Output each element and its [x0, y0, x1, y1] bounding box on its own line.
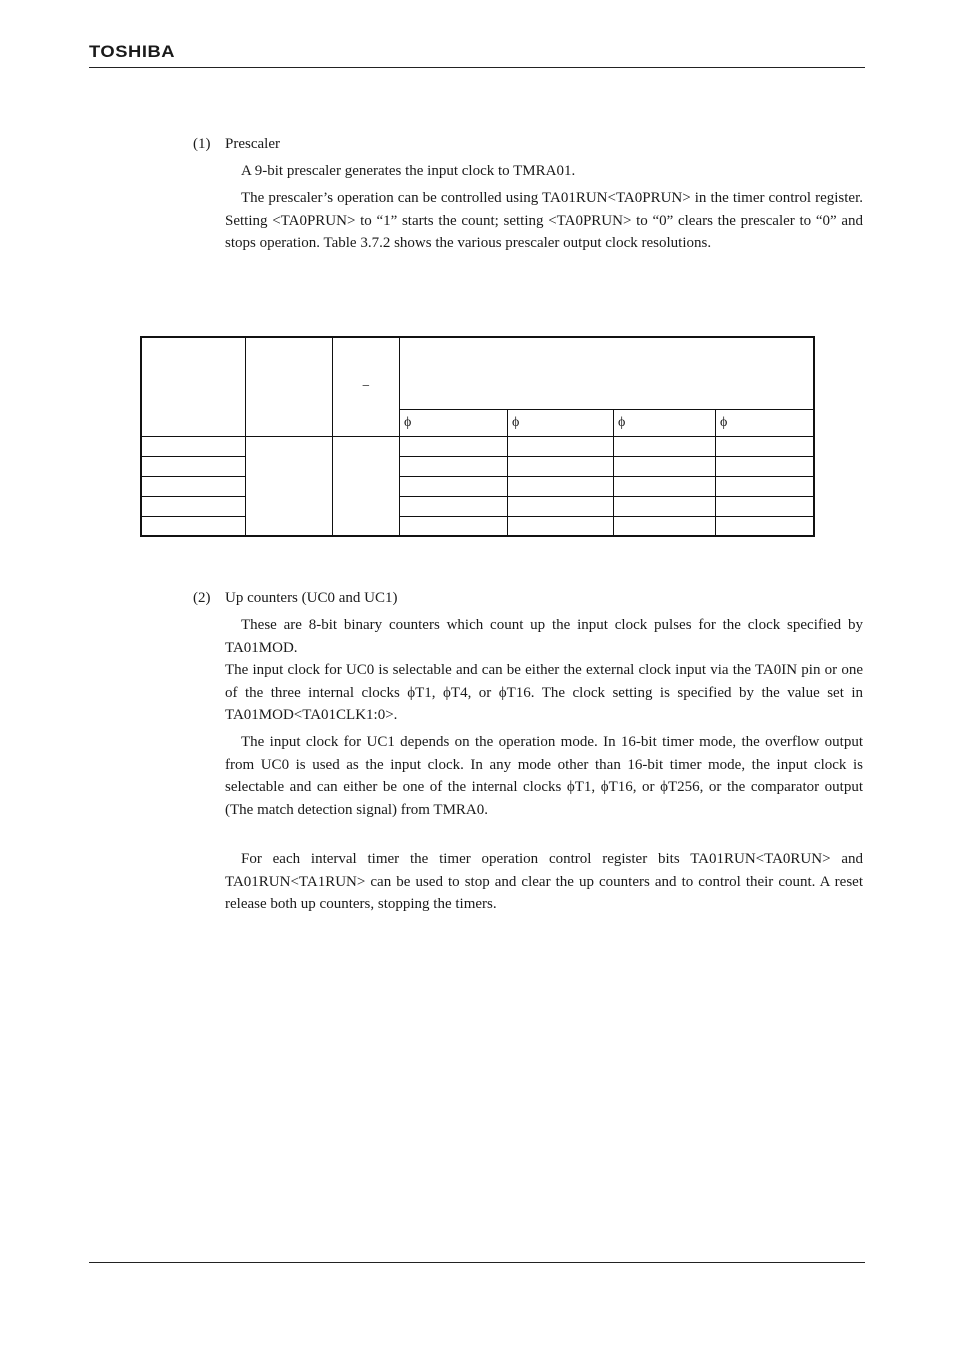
section-2-title: Up counters (UC0 and UC1)	[225, 590, 398, 606]
table-cell	[614, 496, 716, 516]
table-cell	[508, 436, 614, 456]
table-cell	[614, 436, 716, 456]
section-2-paragraph-1: These are 8-bit binary counters which count up the input clock pulses for the clock specified by TA01MOD.	[225, 617, 863, 656]
table-merged-cell	[333, 436, 400, 536]
table-cell	[716, 436, 815, 456]
table-cell	[141, 496, 246, 516]
table-row	[141, 476, 814, 496]
table-header-cell-1	[141, 337, 246, 436]
table-header-cell-2	[246, 337, 333, 436]
table-cell	[141, 516, 246, 536]
table-cell	[508, 476, 614, 496]
table-cell	[400, 516, 508, 536]
section-1-number: (1)	[193, 136, 211, 152]
table-cell	[141, 456, 246, 476]
section-2-paragraph-4: For each interval timer the timer operation control register bits TA01RUN<TA0RUN> and TA01RUN<TA1RUN> can be used to stop and clear the up counters and to control their count. A reset release both up counters, stopping the timers.	[225, 851, 863, 912]
section-2-heading	[193, 587, 397, 609]
table-cell	[716, 476, 815, 496]
table-cell	[400, 476, 508, 496]
table-phi-header-4: ϕ	[716, 409, 815, 436]
table-cell	[141, 476, 246, 496]
section-1-paragraph-2: The prescaler’s operation can be controlled using TA01RUN<TA0PRUN> in the timer control register. Setting <TA0PRUN> to “1” starts the count; setting <TA0PRUN> to “0” clears the prescaler to “0” and stops operation. Table 3.7.2 shows the various prescaler output clock resolutions.	[225, 190, 863, 251]
table-phi-header-3: ϕ	[614, 409, 716, 436]
table-cell	[400, 436, 508, 456]
footer-rule	[89, 1262, 865, 1263]
table-phi-header-2: ϕ	[508, 409, 614, 436]
table-cell	[508, 516, 614, 536]
table-cell	[400, 496, 508, 516]
table-cell	[716, 456, 815, 476]
section-2-paragraph-2: The input clock for UC0 is selectable and can be either the external clock input via the TA0IN pin or one of the three internal clocks ϕT1, ϕT4, or ϕT16. The clock setting is specified by the value set in TA01MOD<TA01CLK1:0>.	[225, 662, 863, 723]
table-cell	[400, 456, 508, 476]
table-cell	[716, 516, 815, 536]
section-2-number: (2)	[193, 590, 211, 606]
table-cell	[614, 516, 716, 536]
prescaler-resolution-table	[140, 336, 815, 537]
section-2-paragraph-3: The input clock for UC1 depends on the operation mode. In 16-bit timer mode, the overflow output from UC0 is used as the input clock. In any mode other than 16-bit timer mode, the input clock is selectable and can either be one of the internal clocks ϕT1, ϕT16, or ϕT256, or the comparator output (The match detection signal) from TMRA0.	[225, 734, 863, 818]
toshiba-logo: TOSHIBA	[89, 42, 176, 61]
table-cell	[508, 496, 614, 516]
table-row	[141, 456, 814, 476]
table-phi-header-1: ϕ	[400, 409, 508, 436]
table-merged-cell	[246, 436, 333, 536]
table-cell	[614, 476, 716, 496]
table-cell	[141, 436, 246, 456]
table-row	[141, 516, 814, 536]
table-header-cell-3	[333, 337, 400, 436]
table-cell	[508, 456, 614, 476]
table-cell	[716, 496, 815, 516]
section-1-heading	[193, 133, 280, 155]
table-row	[141, 436, 814, 456]
header-rule	[89, 67, 865, 68]
section-1-paragraph-1: A 9-bit prescaler generates the input clock to TMRA01.	[241, 163, 576, 179]
table-cell	[614, 456, 716, 476]
section-1-title: Prescaler	[225, 136, 280, 152]
table-row	[141, 496, 814, 516]
table-header-group	[400, 337, 815, 409]
table-header-mark: −	[362, 378, 370, 394]
